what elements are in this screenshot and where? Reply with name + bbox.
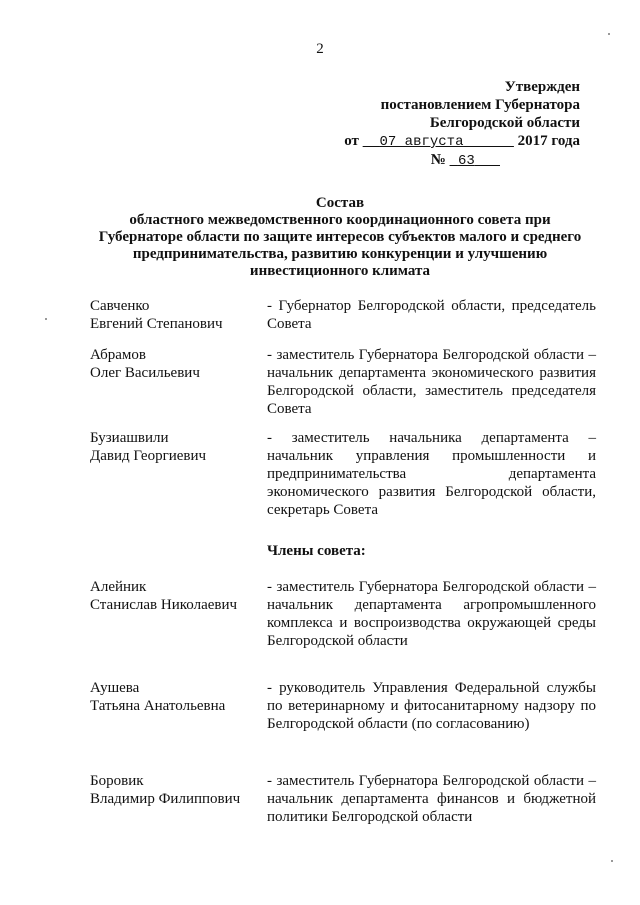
title-line-1: Состав [315, 195, 365, 211]
scan-artifact [45, 318, 47, 320]
title-line-3: Губернаторе области по защите интересов субъектов малого и среднего [98, 229, 582, 245]
member-position: - заместитель Губернатора Белгородской области – начальник департамента финансов и бюджетной политики Белгородской области [267, 773, 596, 825]
member-position: - заместитель Губернатора Белгородской области – начальник департамента экономического развития Белгородской области, заместитель председателя Совета [267, 347, 596, 417]
member-name: Бузиашвили Давид Георгиевич [90, 430, 207, 464]
member-name: Аушева Татьяна Анатольевна [90, 680, 226, 714]
member-position: - заместитель Губернатора Белгородской области – начальник департамента агропромышленного комплекса и воспроизводства окружающей среды Белгородской области [267, 579, 596, 649]
number-value: 63 [457, 153, 475, 169]
member-name: Савченко Евгений Степанович [90, 298, 223, 332]
approval-line-1: Утвержден [504, 79, 580, 95]
page-number: 2 [316, 41, 324, 57]
member-position: - заместитель начальника департамента – начальник управления промышленности и предпринимательства департамента экономического развития Белгородской области, секретарь Совета [267, 430, 596, 518]
approval-date-line [340, 132, 580, 151]
approval-line-3: Белгородской области [429, 115, 580, 131]
members-heading: Члены совета: [267, 543, 366, 559]
title-line-4: предпринимательства, развитию конкуренции и улучшению [132, 246, 548, 262]
document-title [80, 195, 600, 280]
date-value: 07 августа [379, 134, 464, 150]
member-name: Боровик Владимир Филиппович [90, 773, 241, 807]
number-prefix: № [430, 152, 446, 168]
title-line-5: инвестиционного климата [249, 263, 431, 279]
title-line-2: областного межведомственного координационного совета при [129, 212, 551, 228]
member-name: Алейник Станислав Николаевич [90, 579, 238, 613]
approval-line-2: постановлением Губернатора [380, 97, 580, 113]
approval-number-line [340, 151, 580, 170]
scan-artifact [611, 860, 613, 862]
approval-block [340, 78, 580, 170]
scan-artifact [608, 33, 610, 35]
member-position: - руководитель Управления Федеральной службы по ветеринарному и фитосанитарному надзору по Белгородской области (по согласованию) [267, 680, 596, 732]
member-name: Абрамов Олег Васильевич [90, 347, 200, 381]
member-position: - Губернатор Белгородской области, председатель Совета [267, 298, 596, 332]
date-prefix: от [344, 133, 359, 149]
date-suffix: 2017 года [517, 133, 580, 149]
